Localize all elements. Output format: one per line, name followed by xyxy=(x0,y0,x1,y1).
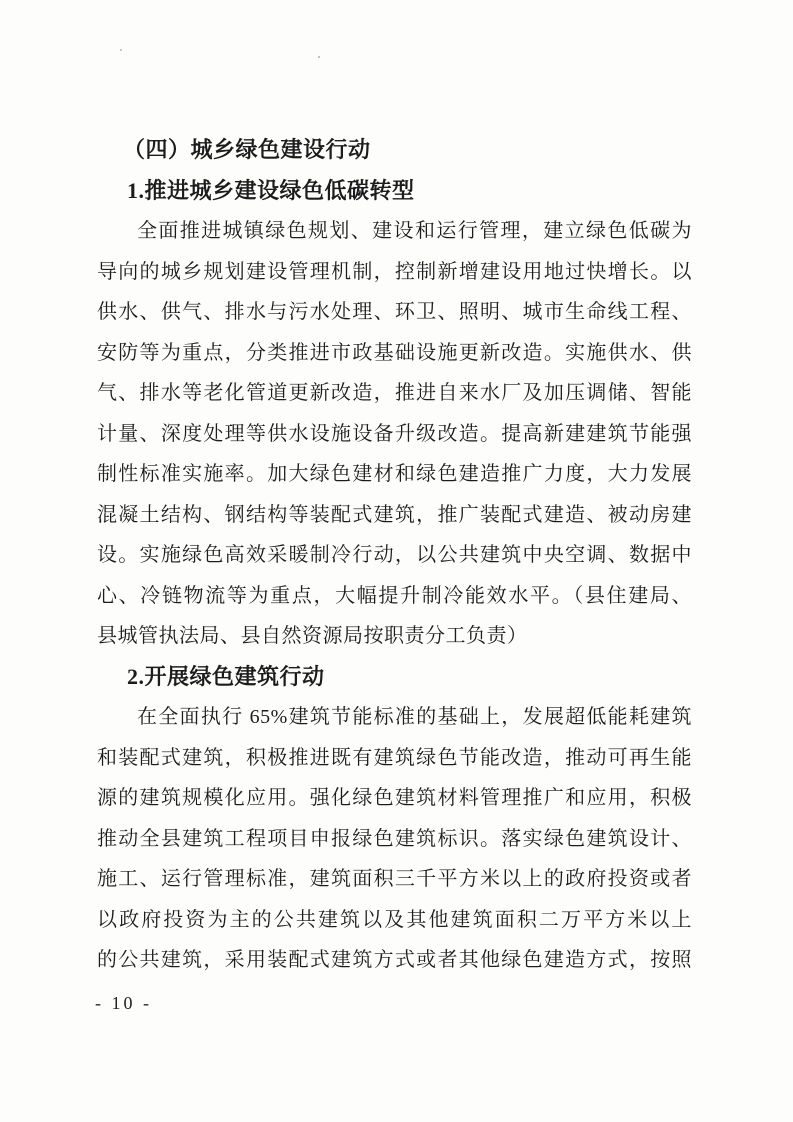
paragraph-1-line: 县城管执法局、县自然资源局按职责分工负责） xyxy=(97,625,528,647)
scan-speck xyxy=(120,49,122,51)
paragraph-2-line: 以政府投资为主的公共建筑以及其他建筑面积二万平方米以上 xyxy=(97,908,692,931)
paragraph-1-line: 计量、深度处理等供水设施设备升级改造。提高新建建筑节能强 xyxy=(97,422,692,445)
paragraph-1-line: 心、冷链物流等为重点，大幅提升制冷能效水平。（县住建局、 xyxy=(97,584,692,607)
paragraph-2-line: 推动全县建筑工程项目申报绿色建筑标识。落实绿色建筑设计、 xyxy=(97,827,692,850)
document-text-block xyxy=(97,130,692,981)
section-heading: （四）城乡绿色建设行动 xyxy=(123,137,371,162)
paragraph-1-line: 导向的城乡规划建设管理机制，控制新增建设用地过快增长。以 xyxy=(97,260,692,283)
paragraph-1-line: 混凝土结构、钢结构等装配式建筑，推广装配式建造、被动房建 xyxy=(97,503,692,526)
paragraph-1-line: 设。实施绿色高效采暖制冷行动，以公共建筑中央空调、数据中 xyxy=(97,544,692,566)
scan-speck xyxy=(318,56,320,58)
paragraph-1-line: 全面推进城镇绿色规划、建设和运行管理，建立绿色低碳为 xyxy=(137,220,692,242)
paragraph-2-line: 施工、运行管理标准，建筑面积三千平方米以上的政府投资或者 xyxy=(97,868,692,890)
paragraph-1-line: 气、排水等老化管道更新改造，推进自来水厂及加压调储、智能 xyxy=(97,382,692,404)
paragraph-2-line: 和装配式建筑，积极推进既有建筑绿色节能改造，推动可再生能 xyxy=(97,746,692,769)
page-number: - 10 - xyxy=(95,993,152,1013)
paragraph-1-line: 安防等为重点，分类推进市政基础设施更新改造。实施供水、供 xyxy=(97,341,692,364)
paragraph-1-line: 制性标准实施率。加大绿色建材和绿色建造推广力度，大力发展 xyxy=(97,463,692,485)
paragraph-2-line: 的公共建筑，采用装配式建筑方式或者其他绿色建造方式，按照 xyxy=(97,949,692,971)
paragraph-1-line: 供水、供气、排水与污水处理、环卫、照明、城市生命线工程、 xyxy=(97,301,692,323)
paragraph-2-line: 在全面执行 65%建筑节能标准的基础上，发展超低能耗建筑 xyxy=(137,706,692,728)
subsection-1-heading: 1.推进城乡建设绿色低碳转型 xyxy=(127,177,415,203)
subsection-2-heading: 2.开展绿色建筑行动 xyxy=(127,663,325,689)
paragraph-2-line: 源的建筑规模化应用。强化绿色建筑材料管理推广和应用，积极 xyxy=(97,787,692,809)
